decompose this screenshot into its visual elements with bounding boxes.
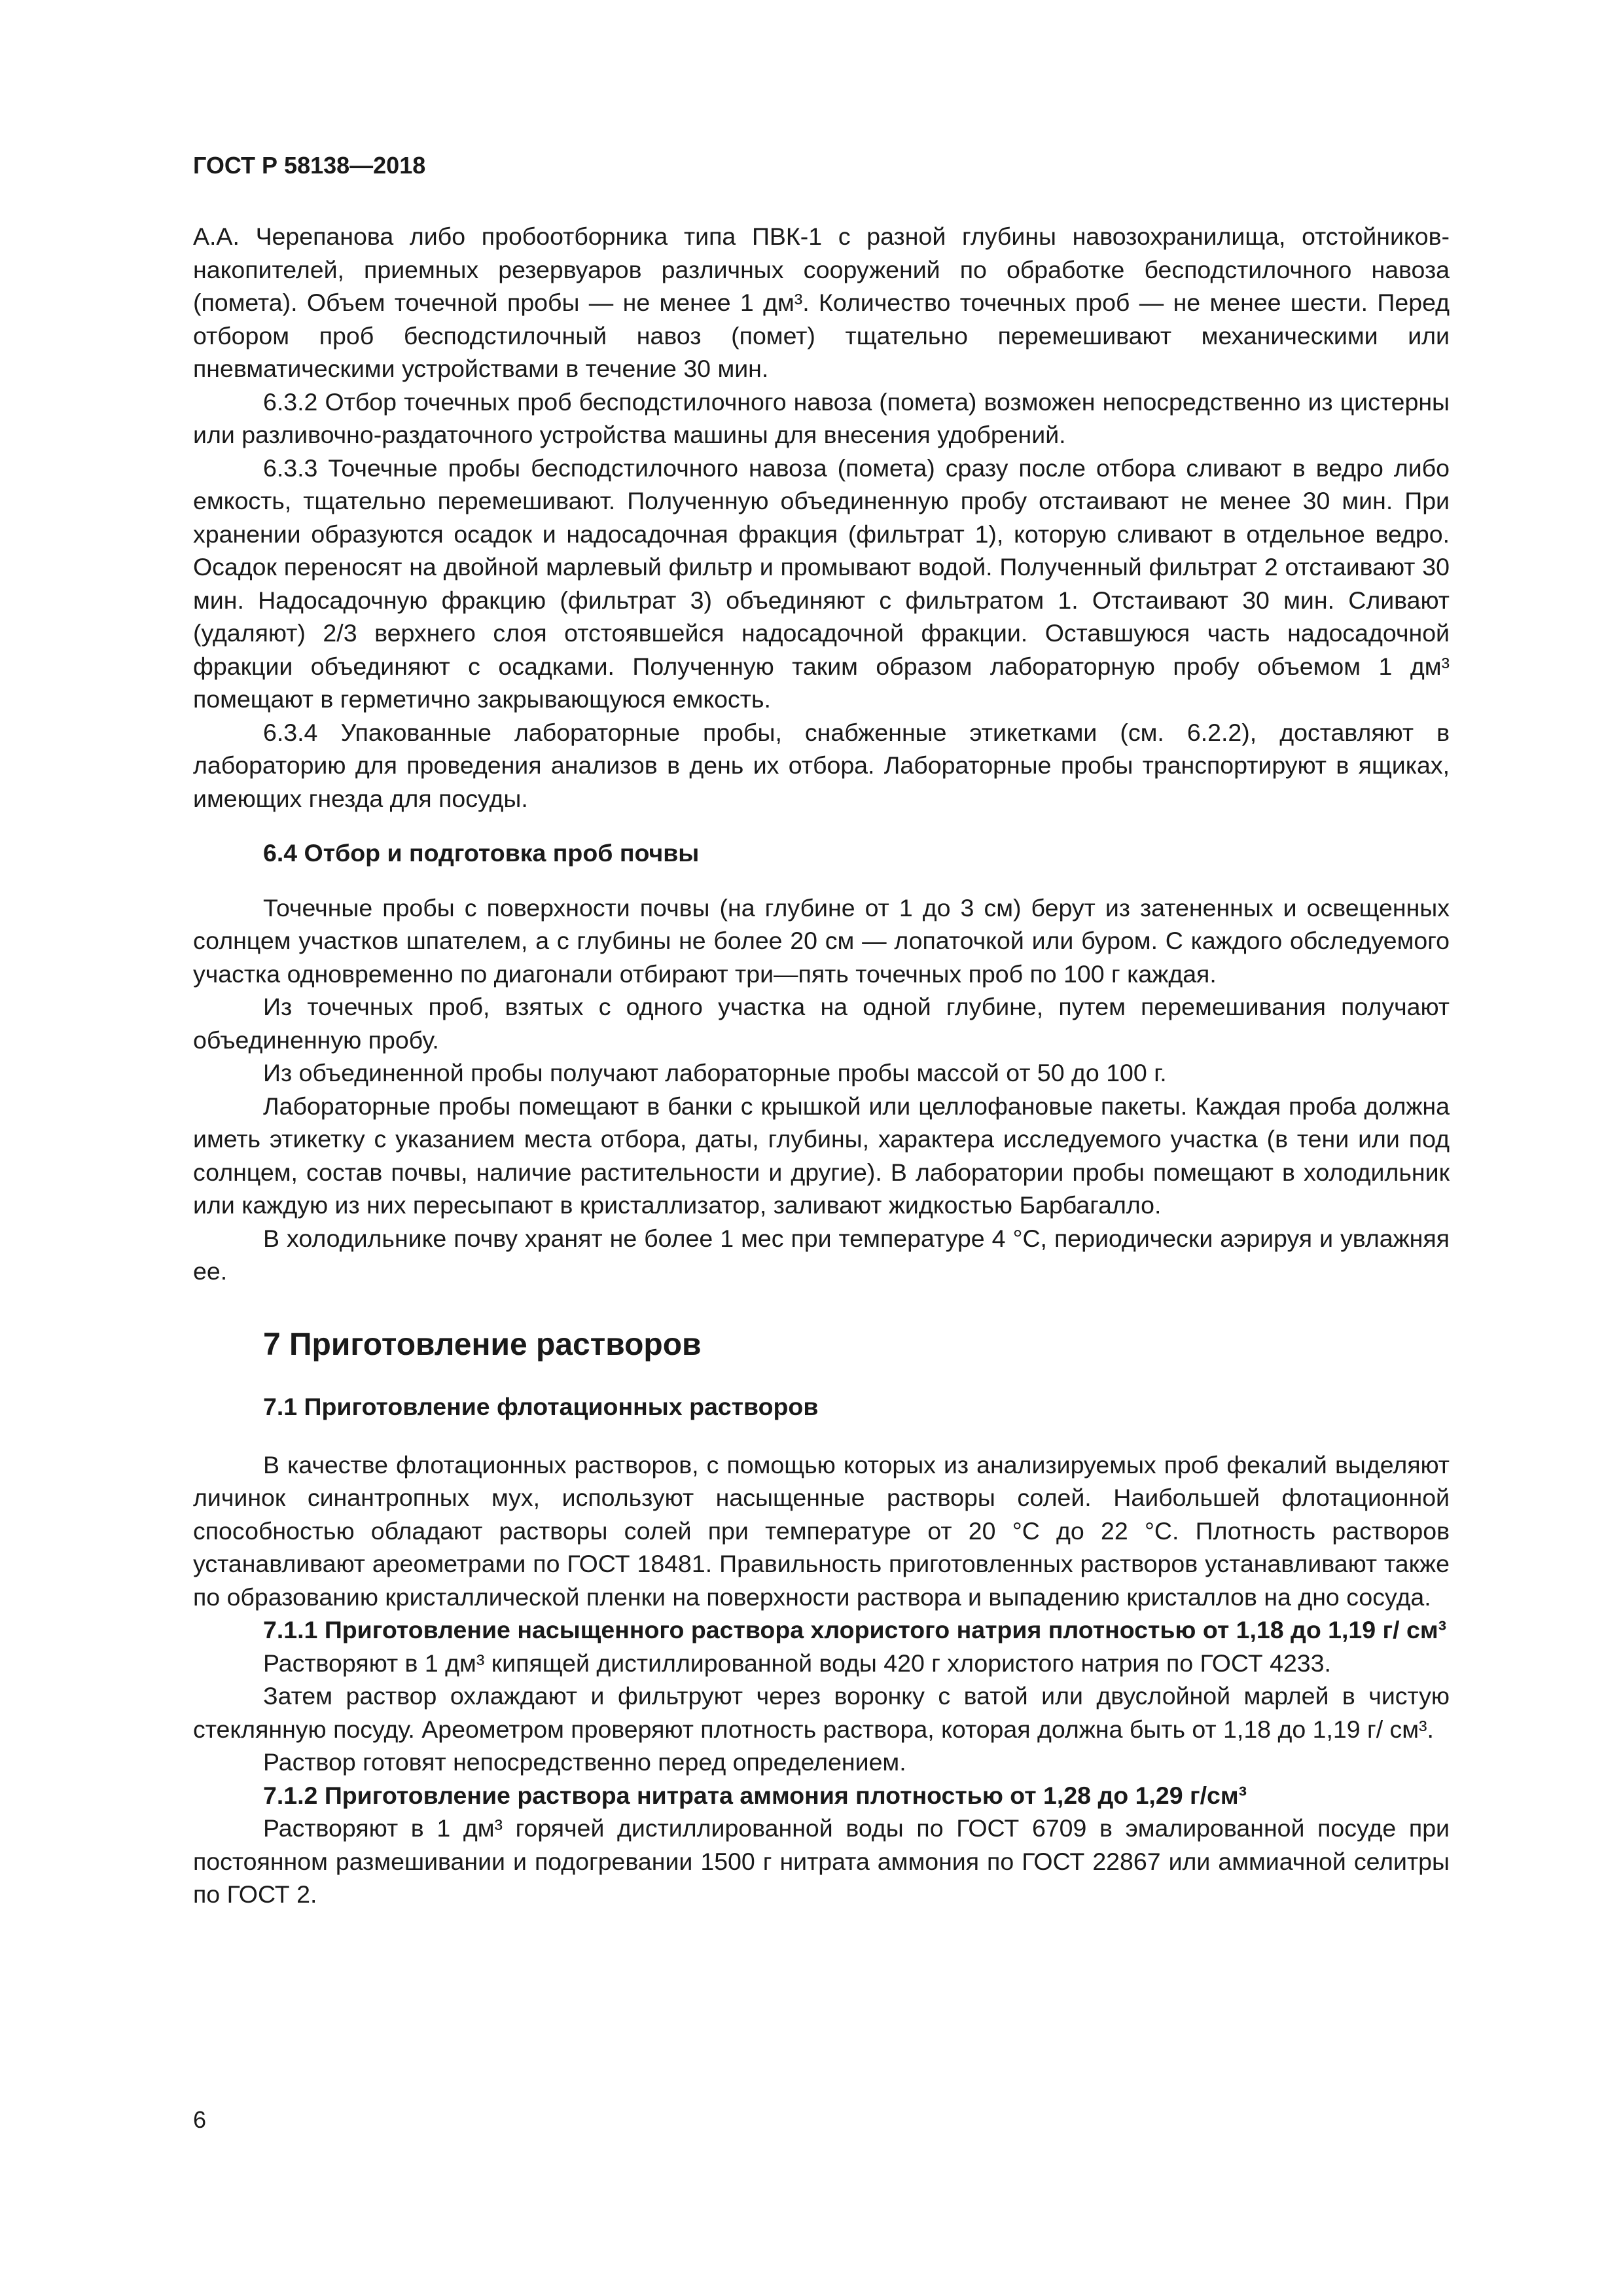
paragraph-intro: А.А. Черепанова либо пробоотборника типа ПВК-1 с разной глубины навозохранилища, отстойников-накопителей, приемных резервуаров различных сооружений по обработке бесподстилочного навоза (помета). Объем точечной пробы — не менее 1 дм³. Количество точечных проб — не менее шести. Перед отбором проб бесподстилочный навоз (помет) тщательно перемешивают механическими или пневматическими устройствами в течение 30 мин.: [193, 223, 1450, 382]
paragraph-6-3-3: 6.3.3 Точечные пробы бесподстилочного навоза (помета) сразу после отбора сливают в ведро либо емкость, тщательно перемешивают. Полученную объединенную пробу отстаивают не менее 30 мин. При хранении образуются осадок и надосадочная фракция (фильтрат 1), которую сливают в отдельное ведро. Осадок переносят на двойной марлевый фильтр и промывают водой. Полученный фильтрат 2 отстаивают 30 мин. Надосадочную фракцию (фильтрат 3) объединяют с фильтратом 1. Отстаивают 30 мин. Сливают (удаляют) 2/3 верхнего слоя отстоявшейся надосадочной фракции. Оставшуюся часть надосадочной фракции объединяют с осадками. Полученную таким образом лабораторную пробу объемом 1 дм³ помещают в герметично закрывающуюся емкость.: [193, 454, 1450, 713]
paragraph-6-3-2: 6.3.2 Отбор точечных проб бесподстилочного навоза (помета) возможен непосредственно из цистерны или разливочно-раздаточного устройства машины для внесения удобрений.: [193, 387, 1450, 448]
heading-7-1-2: 7.1.2 Приготовление раствора нитрата аммония плотностью от 1,28 до 1,29 г/см³: [263, 1781, 1247, 1809]
paragraph-7-1-2: Растворяют в 1 дм³ горячей дистиллированной воды по ГОСТ 6709 в эмалированной посуде при постоянном размешивании и подогревании 1500 г нитрата аммония по ГОСТ 22867 или аммиачной селитры по ГОСТ 2.: [193, 1814, 1450, 1908]
heading-7-1-1: 7.1.1 Приготовление насыщенного раствора хлористого натрия плотностью от 1,18 до 1,19 г/ см³: [263, 1616, 1447, 1643]
heading-7: 7 Приготовление растворов: [263, 1327, 702, 1362]
paragraph-6-4-5: В холодильнике почву хранят не более 1 мес при температуре 4 °С, периодически аэрируя и увлажняя ее.: [193, 1224, 1450, 1285]
document-body: [193, 220, 1450, 1911]
heading-7-1: 7.1 Приготовление флотационных растворов: [263, 1393, 819, 1420]
paragraph-6-3-4: 6.3.4 Упакованные лабораторные пробы, снабженные этикетками (см. 6.2.2), доставляют в лабораторию для проведения анализов в день их отбора. Лабораторные пробы транспортируют в ящиках, имеющих гнезда для посуды.: [193, 718, 1450, 812]
document-page: [193, 0, 1450, 2296]
heading-6-4: 6.4 Отбор и подготовка проб почвы: [263, 839, 700, 867]
paragraph-7-1-1-a: Растворяют в 1 дм³ кипящей дистиллированной воды 420 г хлористого натрия по ГОСТ 4233.: [263, 1649, 1331, 1677]
paragraph-6-4-1: Точечные пробы с поверхности почвы (на глубине от 1 до 3 см) берут из затененных и освещенных солнцем участков шпателем, а с глубины не более 20 см — лопаточкой или буром. С каждого обследуемого участка одновременно по диагонали отбирают три—пять точечных проб по 100 г каждая.: [193, 893, 1450, 988]
page-number: 6: [193, 2106, 207, 2133]
paragraph-6-4-4: Лабораторные пробы помещают в банки с крышкой или целлофановые пакеты. Каждая проба должна иметь этикетку с указанием места отбора, даты, глубины, характера исследуемого участка (в тени или под солнцем, состав почвы, наличие растительности и другие). В лаборатории пробы помещают в холодильник или каждую из них пересыпают в кристаллизатор, заливают жидкостью Барбагалло.: [193, 1092, 1450, 1219]
document-header: ГОСТ Р 58138—2018: [193, 152, 426, 179]
paragraph-6-4-3: Из объединенной пробы получают лабораторные пробы массой от 50 до 100 г.: [263, 1059, 1167, 1086]
paragraph-7-1: В качестве флотационных растворов, с помощью которых из анализируемых проб фекалий выделяют личинок синантропных мух, используют насыщенные растворы солей. Наибольшей флотационной способностью обладают растворы солей при температуре от 20 °С до 22 °С. Плотность растворов устанавливают ареометрами по ГОСТ 18481. Правильность приготовленных растворов устанавливают также по образованию кристаллической пленки на поверхности раствора и выпадению кристаллов на дно сосуда.: [193, 1450, 1450, 1611]
paragraph-7-1-1-c: Раствор готовят непосредственно перед определением.: [263, 1748, 906, 1776]
paragraph-6-4-2: Из точечных проб, взятых с одного участка на одной глубине, путем перемешивания получают объединенную пробу.: [193, 993, 1450, 1054]
paragraph-7-1-1-b: Затем раствор охлаждают и фильтруют через воронку с ватой или двуслойной марлей в чистую стеклянную посуду. Ареометром проверяют плотность раствора, которая должна быть от 1,18 до 1,19 г/ см³.: [193, 1682, 1450, 1743]
